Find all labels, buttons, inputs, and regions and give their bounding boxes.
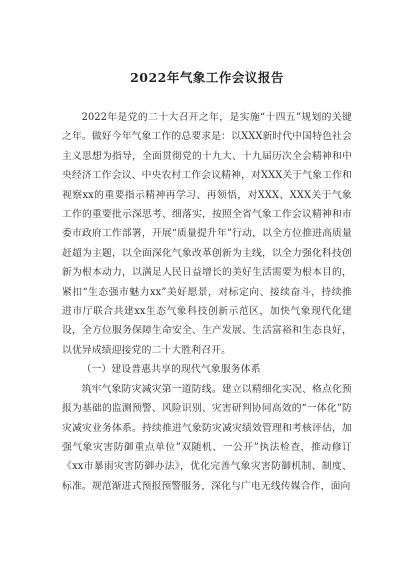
document-title: 2022年气象工作会议报告 xyxy=(130,70,284,85)
body-paragraph: 2022年是党的二十大召开之年，是实施“十四五”规划的关键之年。做好今年气象工作的总要求是：以XXX新时代中国特色社会主义思想为指导，全面贯彻党的十九大、十九届历次全会精神和中央经济工作会议、中央农村工作会议精神，对XXX关于气象工作和视察xx的重要指示精神再学习、再领悟，对XXX、XXX关于气象工作的重要批示深思考、细落实，按照全省气象工作会议精神和市委市政府工作部署，开展“质量提升年”行动，以全方位推进高质量赶超为主题，以全面深化气象改革创新为主线，以全力强化科技创新为根本动力，以满足人民日益增长的美好生活需要为根本目的，紧扣“生态强市魅力xx”美好愿景，对标定向、接续奋斗，持续推进市厅联合共建xx生态气象科技创新示范区，加快气象现代化建设，全方位服务保障生命安全、生产发展、生活富裕和生态良好，以优异成绩迎接党的二十大胜利召开。 xyxy=(62,112,352,356)
section-paragraph: 筑牢气象防灾减灾第一道防线。建立以精细化实况、格点化预报为基础的监测预警、风险识别、灾害研判协同高效的“一体化”防灾减灾业务体系。持续推进气象防灾减灾绩效管理和考核评估，加强气象灾害防御重点单位”双随机、一公开”执法检查，推动修订《xx市暴雨灾害防御办法》，优化完善气象灾害防御机制、制度、标准。规范渐进式预报预警服务，深化与广电无线传媒合作，面向 xyxy=(62,383,352,492)
section-heading: （一）建设普惠共享的现代气象服务体系 xyxy=(81,364,261,376)
